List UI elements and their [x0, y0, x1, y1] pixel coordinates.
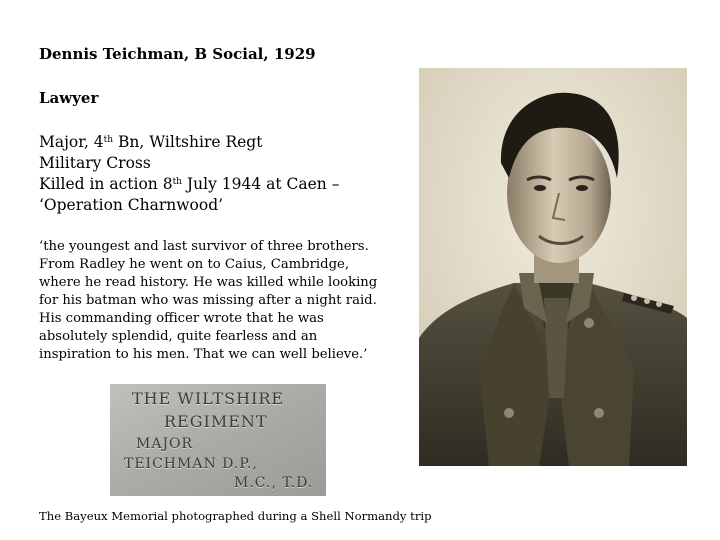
quote-line: for his batman who was missing after a night raid. — [39, 293, 377, 308]
quote-line: From Radley he went on to Caius, Cambridge, — [39, 257, 350, 272]
inscription-line: MAJOR — [136, 436, 194, 452]
ordinal-suffix: th — [172, 177, 182, 187]
portrait-photo — [419, 68, 687, 466]
inscription-line: M.C., T.D. — [234, 475, 314, 491]
quote-line: inspiration to his men. That we can well believe.’ — [39, 347, 368, 362]
death-date-text: July 1944 at Caen – — [181, 175, 340, 193]
photo-caption: The Bayeux Memorial photographed during a Shell Normandy trip — [39, 509, 432, 523]
obituary-quote — [39, 238, 404, 364]
page-title: Dennis Teichman, B Social, 1929 — [39, 45, 316, 63]
occupation-heading: Lawyer — [39, 89, 99, 107]
quote-line: where he read history. He was killed while looking — [39, 275, 378, 290]
ordinal-suffix: th — [103, 135, 114, 145]
death-line — [39, 174, 339, 195]
memorial-inscription-photo — [110, 384, 326, 496]
quote-line: ‘the youngest and last survivor of three brothers. — [39, 239, 369, 254]
rank-text: Major, 4 — [39, 133, 104, 151]
inscription-text — [110, 384, 326, 496]
inscription-line: THE WILTSHIRE — [132, 389, 285, 408]
operation-line: ‘Operation Charnwood’ — [39, 196, 224, 214]
rank-line — [39, 132, 339, 153]
quote-line: His commanding officer wrote that he was — [39, 311, 324, 326]
inscription-line: TEICHMAN D.P., — [124, 456, 258, 472]
death-text: Killed in action 8 — [39, 175, 173, 193]
battalion-text: Bn, Wiltshire Regt — [113, 133, 263, 151]
soldier-portrait-image — [419, 68, 687, 466]
award-line: Military Cross — [39, 154, 151, 172]
inscription-line: REGIMENT — [164, 412, 268, 431]
quote-line: absolutely splendid, quite fearless and an — [39, 329, 318, 344]
service-details — [39, 132, 339, 216]
